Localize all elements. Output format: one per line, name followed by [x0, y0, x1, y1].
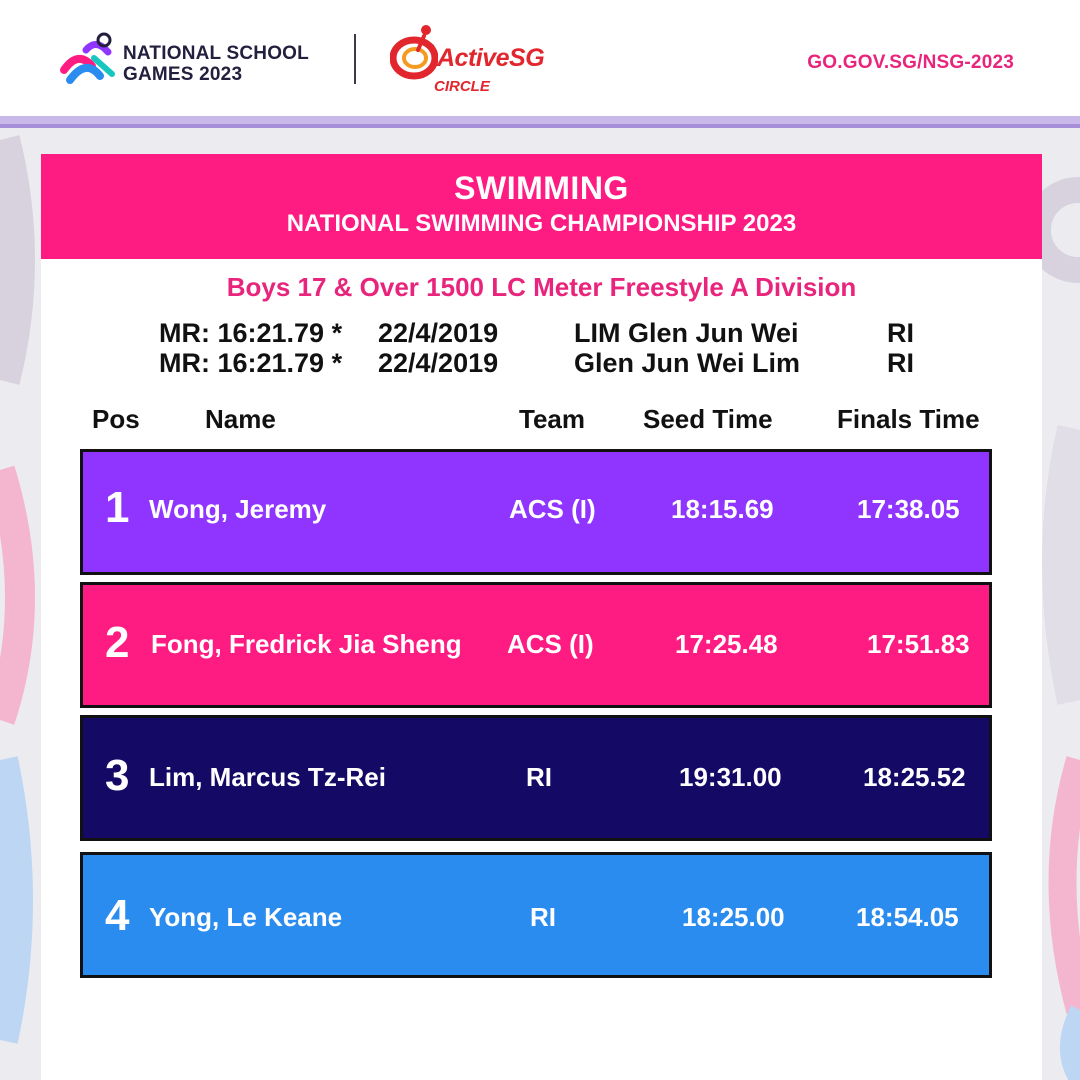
results-card — [41, 154, 1042, 1080]
result-team: ACS (I) — [507, 629, 594, 659]
header-bar — [0, 0, 1080, 116]
record-date: 22/4/2019 — [378, 348, 499, 378]
result-row — [80, 715, 992, 841]
column-header-finals-time: Finals Time — [837, 404, 980, 434]
column-header-name: Name — [205, 404, 276, 434]
record-holder: Glen Jun Wei Lim — [574, 348, 801, 378]
result-row — [80, 582, 992, 708]
nsg-logo-icon — [56, 30, 120, 86]
record-team: RI — [887, 348, 914, 378]
column-header-seed-time: Seed Time — [643, 404, 773, 434]
column-header-pos: Pos — [92, 404, 140, 434]
result-row — [80, 449, 992, 575]
logo-divider — [354, 34, 356, 84]
result-position: 2 — [105, 618, 130, 667]
result-seed-time: 19:31.00 — [679, 762, 782, 792]
result-seed-time: 18:15.69 — [671, 494, 774, 524]
result-finals-time: 17:51.83 — [867, 629, 970, 659]
result-position: 1 — [105, 483, 130, 532]
record-label: MR: 16:21.79 * — [159, 348, 343, 378]
event-title: NATIONAL SWIMMING CHAMPIONSHIP 2023 — [286, 210, 797, 237]
result-team: RI — [530, 902, 556, 932]
result-name: Wong, Jeremy — [149, 494, 327, 524]
record-holder: LIM Glen Jun Wei — [574, 318, 799, 348]
result-name: Fong, Fredrick Jia Sheng — [151, 629, 462, 659]
meet-record-row — [41, 318, 1042, 348]
result-team: ACS (I) — [509, 494, 596, 524]
record-date: 22/4/2019 — [378, 318, 499, 348]
meet-record-row — [41, 348, 1042, 378]
division-title: Boys 17 & Over 1500 LC Meter Freestyle A Division — [226, 272, 857, 302]
result-seed-time: 17:25.48 — [675, 629, 778, 659]
nsg-line2: GAMES 2023 — [123, 64, 243, 85]
activesg-circle-text: CIRCLE — [434, 78, 490, 95]
title-band — [41, 154, 1042, 259]
record-team: RI — [887, 318, 914, 348]
activesg-logo-icon — [390, 22, 438, 82]
sport-title: SWIMMING — [454, 170, 629, 206]
result-team: RI — [526, 762, 552, 792]
result-position: 4 — [105, 891, 130, 940]
result-finals-time: 17:38.05 — [857, 494, 960, 524]
nsg-line1: NATIONAL SCHOOL — [123, 43, 309, 64]
result-name: Yong, Le Keane — [149, 902, 343, 932]
record-label: MR: 16:21.79 * — [159, 318, 343, 348]
result-row — [80, 852, 992, 978]
result-seed-time: 18:25.00 — [682, 902, 785, 932]
result-position: 3 — [105, 751, 130, 800]
column-header-team: Team — [519, 404, 585, 434]
result-finals-time: 18:54.05 — [856, 902, 959, 932]
site-url: GO.GOV.SG/NSG-2023 — [807, 52, 1014, 73]
result-finals-time: 18:25.52 — [863, 762, 966, 792]
activesg-wordmark: ActiveSG — [437, 44, 545, 72]
nsg-logo-text — [123, 43, 309, 85]
result-name: Lim, Marcus Tz-Rei — [149, 762, 386, 792]
header-stripe — [0, 116, 1080, 128]
